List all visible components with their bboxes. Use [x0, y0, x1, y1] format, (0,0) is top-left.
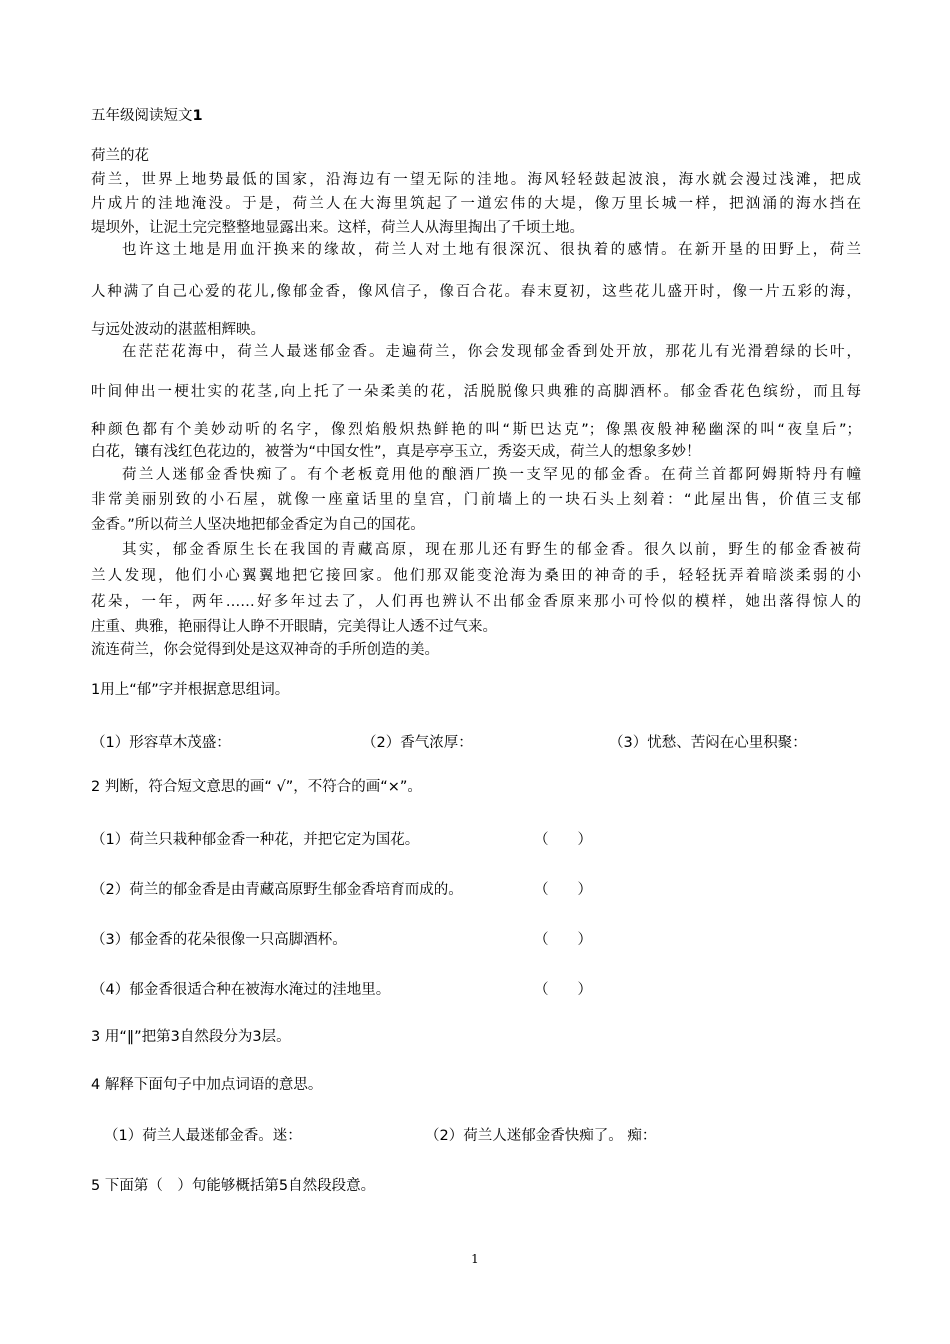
article-line: 堤坝外，让泥土完完整整地显露出来。这样，荷兰人从海里掏出了千顷土地。: [91, 220, 584, 236]
article-line: 荷兰，世界上地势最低的国家，沿海边有一望无际的洼地。海风轻轻鼓起波浪，海水就会漫过浅滩，把成: [91, 172, 861, 188]
article-line: 在茫茫花海中，荷兰人最迷郁金香。走遍荷兰，你会发现郁金香到处开放，那花儿有光滑碧绿的长叶，: [122, 344, 861, 360]
heading-text: 五年级阅读短文: [91, 108, 193, 124]
question-number: 4: [91, 1077, 101, 1093]
article-line: 金香。”所以荷兰人坚决地把郁金香定为自己的国花。: [91, 517, 425, 533]
article-line: 叶间伸出一梗壮实的花茎,向上托了一朵柔美的花，活脱脱像只典雅的高脚酒杯。郁金香花色缤纷，而且每: [91, 384, 861, 400]
question-text-b: 自然段段意。: [288, 1178, 376, 1194]
article-line: 与远处波动的湛蓝相辉映。: [91, 322, 265, 338]
q1-item-2: （2）香气浓厚：: [362, 735, 473, 751]
q1-item-1: （1）形容草木茂盛：: [91, 735, 231, 751]
question-3: [91, 1027, 291, 1047]
heading-number: 1: [192, 108, 203, 124]
q2-item-2: （2）荷兰的郁金香是由青藏高原野生郁金香培育而成的。: [91, 882, 463, 898]
article-line: 非常美丽别致的小石屋，就像一座童话里的皇宫，门前墙上的一块石头上刻着：“此屋出售，价值三支郁: [91, 492, 861, 508]
question-text-b: 自然段分为: [179, 1029, 253, 1045]
question-text: 用上“郁”字并根据意思组词。: [100, 682, 290, 698]
q2-item-4: （4）郁金香很适合种在被海水淹过的洼地里。: [91, 982, 391, 998]
question-1: [91, 680, 289, 700]
article-line: 花朵，一年，两年……好多年过去了，人们再也辨认不出郁金香原来那小可怜似的模样，她出落得惊人的: [91, 594, 861, 610]
question-text: 解释下面句子中加点词语的意思。: [100, 1077, 323, 1093]
q2-answer-blank-4[interactable]: （ ）: [534, 982, 592, 998]
q4-item-2: （2）荷兰人迷郁金香快痴了。 痴：: [425, 1128, 657, 1144]
paragraph-number: 3: [170, 1029, 180, 1045]
q2-answer-blank-1[interactable]: （ ）: [534, 832, 592, 848]
question-number: 1: [91, 682, 101, 698]
q4-item-1: （1）荷兰人最迷郁金香。迷：: [104, 1128, 302, 1144]
article-line: 人种满了自己心爱的花儿,像郁金香，像风信子，像百合花。春末夏初，这些花儿盛开时，像一片五彩的海，: [91, 284, 861, 300]
q1-item-3: （3）忧愁、苦闷在心里积聚：: [609, 735, 807, 751]
article-line: 也许这土地是用血汗换来的缘故，荷兰人对土地有很深沉、很执着的感情。在新开垦的田野上，荷兰: [122, 242, 861, 258]
article-line: 白花，镶有浅红色花边的，被誉为“中国女性”，真是亭亭玉立，秀姿天成，荷兰人的想象多妙！: [91, 444, 701, 460]
article-line: 庄重、典雅，艳丽得让人睁不开眼睛，完美得让人透不过气来。: [91, 619, 497, 635]
article-line: 片成片的洼地淹没。于是，荷兰人在大海里筑起了一道宏伟的大堤，像万里长城一样，把汹涌的海水挡在: [91, 196, 861, 212]
q2-item-1: （1）荷兰只栽种郁金香一种花，并把它定为国花。: [91, 832, 420, 848]
layer-count: 3: [252, 1029, 262, 1045]
paragraph-number: 5: [278, 1178, 289, 1194]
question-number: 2: [91, 779, 101, 795]
question-text-a: 用“‖”把第: [100, 1029, 171, 1045]
question-text-c: 层。: [261, 1029, 291, 1045]
article-line: 种颜色都有个美妙动听的名字，像烈焰般炽热鲜艳的叫“斯巴达克”；像黑夜般神秘幽深的叫“夜皇后”；: [91, 422, 861, 438]
page-number: 1: [471, 1252, 479, 1266]
question-number: 3: [91, 1029, 101, 1045]
question-2: [91, 777, 422, 797]
article-title: 荷兰的花: [91, 148, 149, 164]
question-text-a: 下面第（ ）句能够概括第: [100, 1178, 279, 1194]
article-line: 流连荷兰，你会觉得到处是这双神奇的手所创造的美。: [91, 642, 439, 658]
article-line: 其实，郁金香原生长在我国的青藏高原，现在那儿还有野生的郁金香。很久以前，野生的郁金香被荷: [122, 542, 861, 558]
question-4: [91, 1075, 322, 1095]
q2-item-3: （3）郁金香的花朵很像一只高脚酒杯。: [91, 932, 347, 948]
question-text: 判断，符合短文意思的画“ √”，不符合的画“×”。: [100, 779, 422, 795]
worksheet-heading: [91, 106, 203, 126]
question-number: 5: [91, 1178, 101, 1194]
question-5: [91, 1176, 375, 1196]
q2-answer-blank-2[interactable]: （ ）: [534, 882, 592, 898]
article-line: 兰人发现，他们小心翼翼地把它接回家。他们那双能变沧海为桑田的神奇的手，轻轻抚弄着暗淡柔弱的小: [91, 568, 861, 584]
q2-answer-blank-3[interactable]: （ ）: [534, 932, 592, 948]
article-line: 荷兰人迷郁金香快痴了。有个老板竟用他的酿酒厂换一支罕见的郁金香。在荷兰首都阿姆斯特丹有幢: [122, 467, 861, 483]
